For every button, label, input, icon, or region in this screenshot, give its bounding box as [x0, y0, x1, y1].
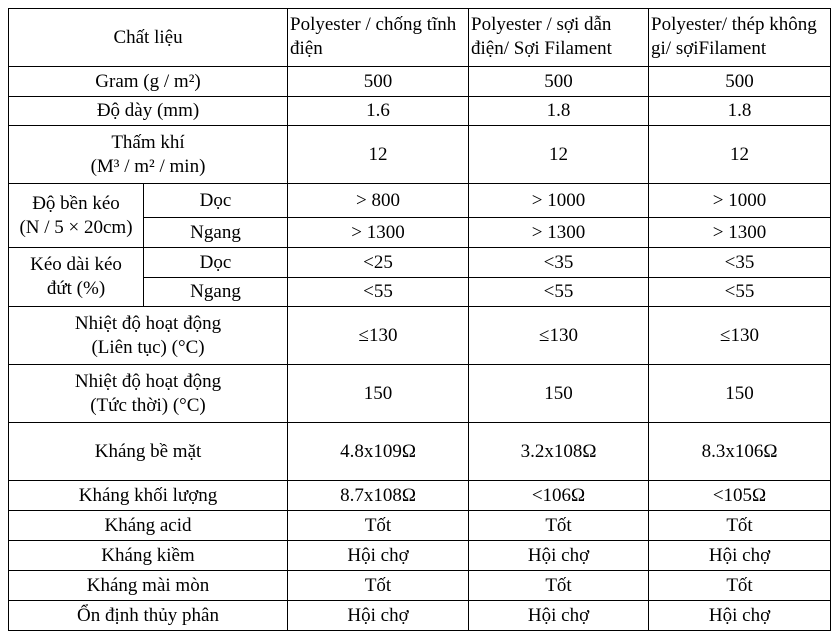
table-cell: Tốt: [288, 511, 469, 541]
row-label: Gram (g / m²): [9, 67, 288, 97]
table-cell: Tốt: [469, 571, 649, 601]
table-cell: Tốt: [469, 511, 649, 541]
table-cell: ≤130: [469, 307, 649, 365]
table-cell: > 1300: [649, 218, 831, 248]
row-label: Kháng mài mòn: [9, 571, 288, 601]
table-cell: <55: [469, 278, 649, 307]
table-cell: Tốt: [649, 571, 831, 601]
table-row-gram: [9, 67, 831, 97]
row-label-line-1: Nhiệt độ hoạt động: [74, 312, 222, 334]
table-row-hydrolysis: [9, 601, 831, 631]
row-label-line-2: (Liên tục) (°C): [91, 336, 205, 358]
row-label-line-1: Độ bền kéo: [32, 192, 120, 214]
table-cell: Tốt: [288, 571, 469, 601]
row-label-line-2: (N / 5 × 20cm): [19, 216, 133, 238]
table-cell: <106Ω: [469, 481, 649, 511]
table-cell: 8.3x106Ω: [649, 423, 831, 481]
table-cell: > 1300: [469, 218, 649, 248]
sub-label: Dọc: [144, 248, 288, 278]
specification-table: [8, 8, 831, 631]
header-row: [9, 9, 831, 67]
row-label: [9, 126, 288, 184]
table-cell: Hội chợ: [649, 541, 831, 571]
table-row-permeability: [9, 126, 831, 184]
table-cell: <55: [288, 278, 469, 307]
table-cell: 500: [469, 67, 649, 97]
table-cell: ≤130: [649, 307, 831, 365]
sub-label: Dọc: [144, 184, 288, 218]
table-row-acid: [9, 511, 831, 541]
row-label: [9, 184, 144, 248]
table-cell: <35: [649, 248, 831, 278]
row-label: [9, 365, 288, 423]
table-row-temp-continuous: [9, 307, 831, 365]
row-label-line-2: (Tức thời) (°C): [90, 394, 206, 416]
table-cell: 500: [649, 67, 831, 97]
column-header-1: Polyester / chống tĩnh điện: [288, 9, 469, 67]
row-label: [9, 248, 144, 307]
row-label-line-1: Kéo dài kéo: [30, 254, 122, 276]
row-label-line-1: Thấm khí: [111, 131, 185, 153]
row-label: Kháng kiềm: [9, 541, 288, 571]
table-cell: > 800: [288, 184, 469, 218]
material-label: Chất liệu: [113, 26, 183, 48]
table-cell: 500: [288, 67, 469, 97]
material-label-cell: [9, 9, 288, 67]
table-row-tensile-warp: [9, 184, 831, 218]
row-label: Kháng khối lượng: [9, 481, 288, 511]
row-label: [9, 307, 288, 365]
table-cell: ≤130: [288, 307, 469, 365]
table-cell: Tốt: [649, 511, 831, 541]
table-cell: 4.8x109Ω: [288, 423, 469, 481]
table-cell: > 1000: [469, 184, 649, 218]
table-row-alkali: [9, 541, 831, 571]
row-label-line-2: (M³ / m² / min): [90, 155, 206, 177]
row-label: Ổn định thủy phân: [9, 601, 288, 631]
table-cell: <105Ω: [649, 481, 831, 511]
table-cell: Hội chợ: [649, 601, 831, 631]
table-cell: 8.7x108Ω: [288, 481, 469, 511]
table-row-abrasion: [9, 571, 831, 601]
table-cell: 1.8: [649, 97, 831, 126]
row-label-line-1: Nhiệt độ hoạt động: [74, 370, 222, 392]
table-row-volume-resistance: [9, 481, 831, 511]
row-label-line-2: đứt (%): [46, 278, 106, 299]
column-header-2: Polyester / sợi dẫn điện/ Sợi Filament: [469, 9, 649, 67]
table-cell: 3.2x108Ω: [469, 423, 649, 481]
table-cell: Hội chợ: [288, 541, 469, 571]
table-cell: <55: [649, 278, 831, 307]
table-cell: Hội chợ: [469, 541, 649, 571]
table-row-elongation-warp: [9, 248, 831, 278]
table-cell: <35: [469, 248, 649, 278]
table-cell: 150: [649, 365, 831, 423]
table-cell: 1.8: [469, 97, 649, 126]
table-cell: 150: [469, 365, 649, 423]
row-label: Kháng acid: [9, 511, 288, 541]
table-row-temp-instant: [9, 365, 831, 423]
sub-label: Ngang: [144, 278, 288, 307]
table-row-surface-resistance: [9, 423, 831, 481]
table-cell: > 1300: [288, 218, 469, 248]
table-cell: Hội chợ: [469, 601, 649, 631]
table-cell: 12: [469, 126, 649, 184]
table-cell: 150: [288, 365, 469, 423]
table-row-thickness: [9, 97, 831, 126]
table-cell: > 1000: [649, 184, 831, 218]
table-cell: 1.6: [288, 97, 469, 126]
row-label: Kháng bề mặt: [9, 423, 288, 481]
sub-label: Ngang: [144, 218, 288, 248]
table-cell: 12: [649, 126, 831, 184]
column-header-3: Polyester/ thép không gi/ sợiFilament: [649, 9, 831, 67]
table-cell: <25: [288, 248, 469, 278]
row-label: Độ dày (mm): [9, 97, 288, 126]
table-cell: Hội chợ: [288, 601, 469, 631]
table-cell: 12: [288, 126, 469, 184]
